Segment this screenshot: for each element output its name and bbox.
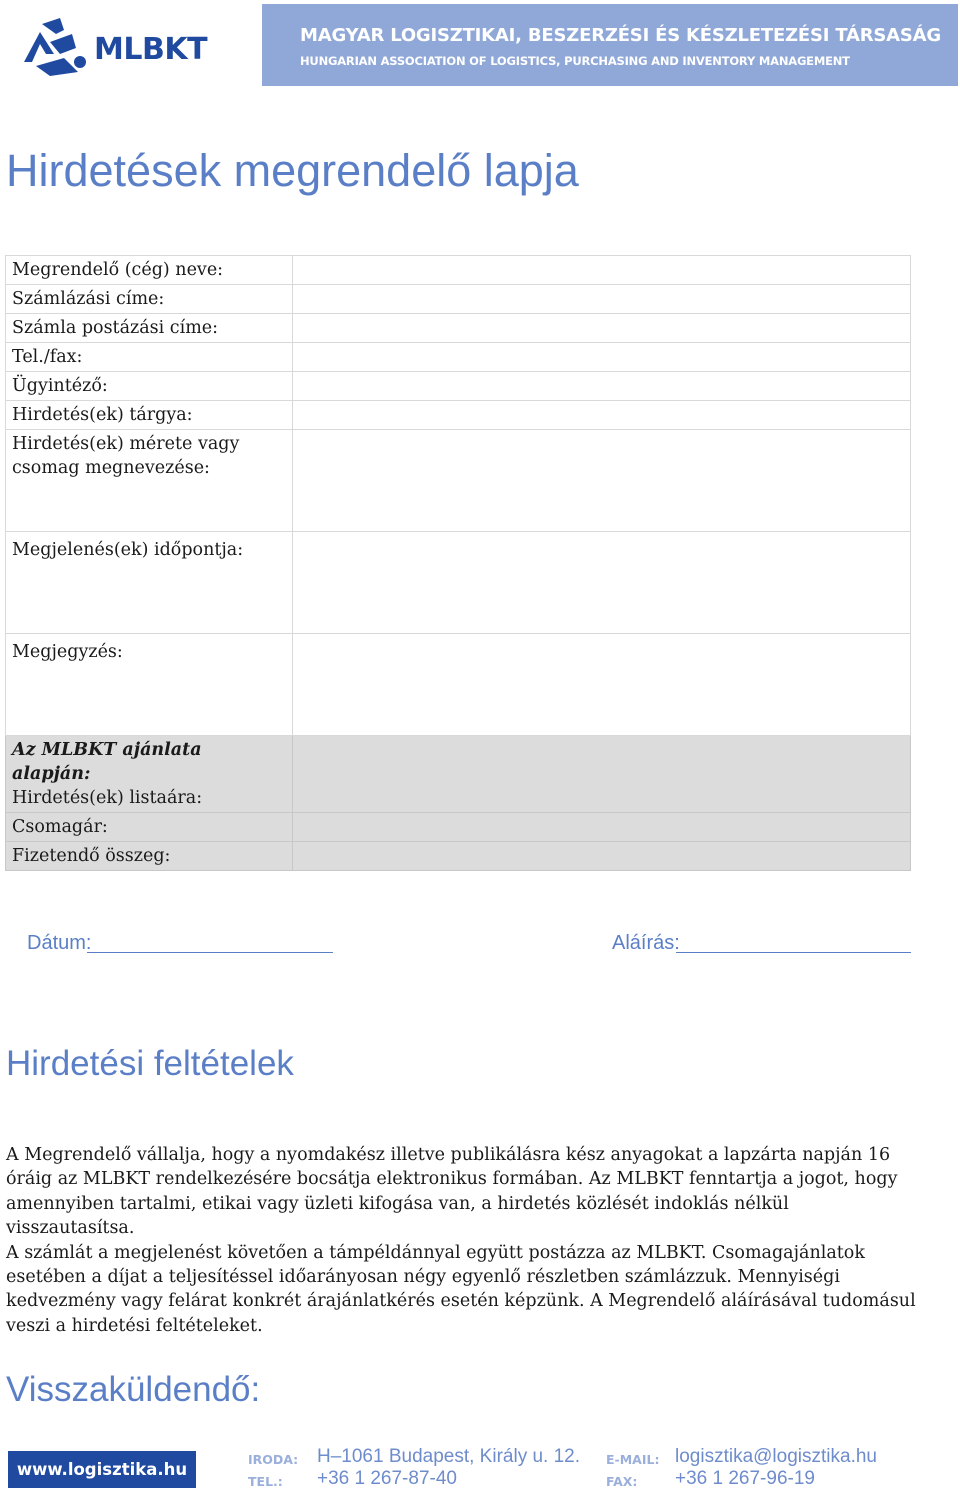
contact-person-label: Ügyintéző: (6, 372, 293, 401)
conditions-text (6, 1143, 916, 1338)
form-row-contact-person (6, 372, 911, 401)
company-name-field[interactable] (293, 256, 911, 285)
notes-field[interactable] (293, 634, 911, 736)
conditions-line: A Megrendelő vállalja, hogy a nyomdakész illetve publikálásra kész anyagokat a lapzárta napján 16 (6, 1145, 891, 1165)
ad-size-field[interactable] (293, 430, 911, 532)
conditions-heading: Hirdetési feltételek (6, 1044, 294, 1083)
conditions-line: esetében a díjat a teljesítéssel időarányosan négy egyenlő részletben számlázzuk. Mennyiségi (6, 1267, 840, 1288)
tel-number: +36 1 267-87-40 (317, 1468, 457, 1489)
email-label: E-MAIL: (606, 1452, 660, 1467)
form-row-package-price (6, 813, 911, 842)
billing-address-field[interactable] (293, 285, 911, 314)
organization-banner (262, 4, 958, 86)
amount-due-label: Fizetendő összeg: (6, 842, 293, 871)
tel-fax-field[interactable] (293, 343, 911, 372)
signature-label: Aláírás: (612, 932, 680, 954)
fax-label: FAX: (606, 1474, 638, 1489)
mlbkt-logo-icon (20, 14, 92, 78)
page-title: Hirdetések megrendelő lapja (6, 145, 579, 196)
appearance-dates-field[interactable] (293, 532, 911, 634)
email-address[interactable]: logisztika@logisztika.hu (675, 1446, 877, 1467)
logo-text: MLBKT (94, 32, 208, 67)
package-price-label: Csomagár: (6, 813, 293, 842)
ad-size-label (6, 430, 293, 532)
form-row-list-price (6, 736, 911, 813)
tel-fax-label: Tel./fax: (6, 343, 293, 372)
invoice-postal-address-field[interactable] (293, 314, 911, 343)
fax-number: +36 1 267-96-19 (675, 1468, 815, 1489)
form-row-ad-subject (6, 401, 911, 430)
invoice-postal-address-label: Számla postázási címe: (6, 314, 293, 343)
notes-label: Megjegyzés: (6, 634, 293, 736)
form-row-amount-due (6, 842, 911, 871)
package-price-field[interactable] (293, 813, 911, 842)
form-row-appearance-dates (6, 532, 911, 634)
banner-title: MAGYAR LOGISZTIKAI, BESZERZÉSI ÉS KÉSZLETEZÉSI TÁRSASÁG (300, 25, 941, 46)
date-label: Dátum: (27, 932, 92, 954)
billing-address-label: Számlázási címe: (6, 285, 293, 314)
ad-size-label-line-2: csomag megnevezése: (12, 458, 210, 478)
office-label: IRODA: (248, 1452, 299, 1467)
form-row-ad-size (6, 430, 911, 532)
form-row-billing-address (6, 285, 911, 314)
conditions-line: óráig az MLBKT rendelkezésére bocsátja elektronikus formában. Az MLBKT fenntartja a jogot, hogy (6, 1169, 898, 1190)
list-price-field[interactable] (293, 736, 911, 813)
signature-line[interactable] (676, 952, 911, 953)
contact-person-field[interactable] (293, 372, 911, 401)
banner-subtitle: HUNGARIAN ASSOCIATION OF LOGISTICS, PURCHASING AND INVENTORY MANAGEMENT (300, 54, 850, 68)
ad-subject-field[interactable] (293, 401, 911, 430)
amount-due-field[interactable] (293, 842, 911, 871)
offer-heading: Az MLBKT ajánlata alapján: (12, 740, 202, 784)
tel-label: TEL.: (248, 1474, 283, 1489)
company-name-label: Megrendelő (cég) neve: (6, 256, 293, 285)
conditions-line: amennyiben tartalmi, etikai vagy üzleti kifogása van, a hirdetés közlését indoklás nélkül visszautasítsa. (6, 1193, 789, 1239)
ad-size-label-line-1: Hirdetés(ek) mérete vagy (12, 434, 240, 454)
mlbkt-logo (20, 14, 225, 78)
form-row-notes (6, 634, 911, 736)
conditions-line: kedvezmény vagy felárat konkrét árajánlatkérés esetén képzünk. A Megrendelő aláírásával tudomásul (6, 1291, 916, 1312)
form-row-invoice-postal-address (6, 314, 911, 343)
ad-subject-label: Hirdetés(ek) tárgya: (6, 401, 293, 430)
website-link[interactable]: www.logisztika.hu (8, 1451, 196, 1488)
conditions-line: A számlát a megjelenést követően a támpéldánnyal együtt postázza az MLBKT. Csomagajánlatok (6, 1242, 865, 1263)
office-address: H–1061 Budapest, Király u. 12. (317, 1446, 581, 1467)
return-heading: Visszaküldendő: (6, 1370, 261, 1409)
form-row-tel-fax (6, 343, 911, 372)
date-line[interactable] (87, 952, 333, 953)
order-form-table (5, 255, 911, 871)
conditions-line: veszi a hirdetési feltételeket. (6, 1315, 263, 1336)
form-row-company-name (6, 256, 911, 285)
appearance-dates-label: Megjelenés(ek) időpontja: (6, 532, 293, 634)
list-price-label-text: Hirdetés(ek) listaára: (12, 788, 203, 808)
list-price-label (6, 736, 293, 813)
